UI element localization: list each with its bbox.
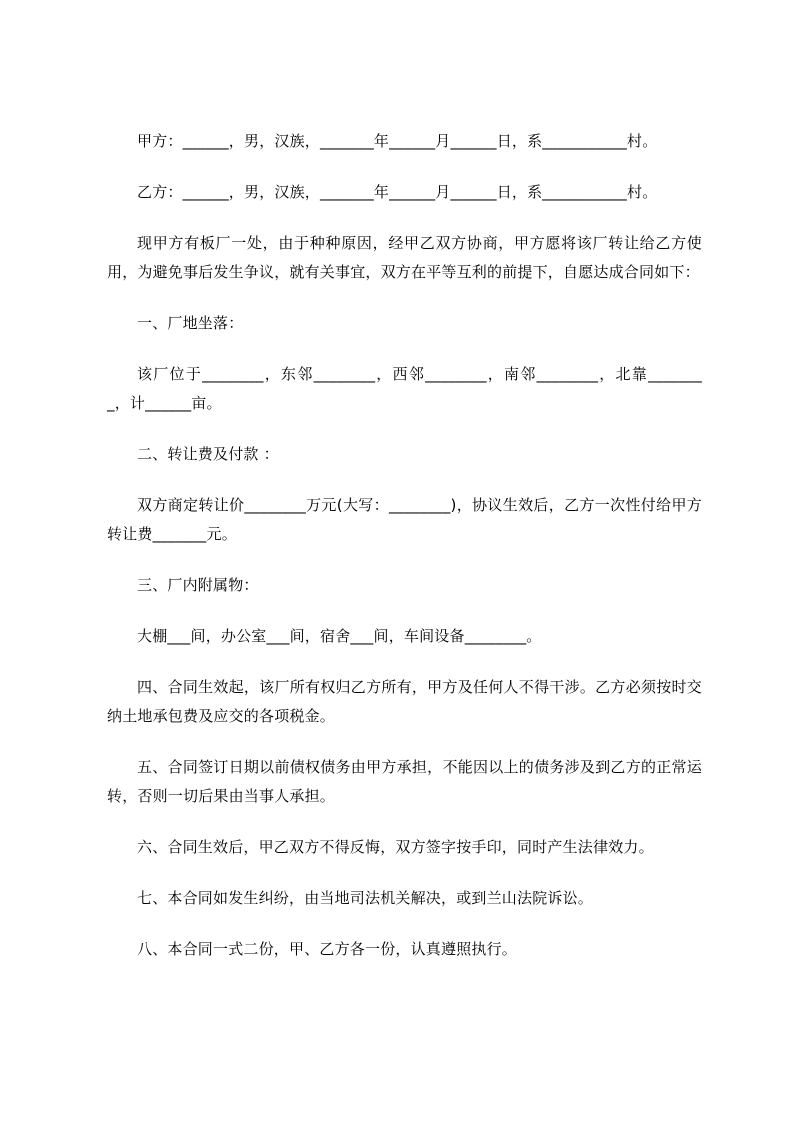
preamble-paragraph: 现甲方有板厂一处，由于种种原因，经甲乙双方协商，甲方愿将该厂转让给乙方使用，为避免事后发生争议，就有关事宜，双方在平等互利的前提下，自愿达成合同如下：	[107, 234, 702, 281]
section-1-heading: 一、厂地坐落：	[137, 314, 244, 332]
section-1-body: 该厂位于________，东邻________，西邻________，南邻________，北靠________，计______亩。	[107, 365, 702, 412]
section-8-paragraph: 八、本合同一式二份，甲、乙方各一份，认真遵照执行。	[137, 940, 518, 958]
section-3-body: 大棚___间，办公室___间，宿舍___间，车间设备________。	[137, 627, 542, 645]
section-2-body: 双方商定转让价________万元(大写：________)，协议生效后，乙方一次性付给甲方转让费_______元。	[107, 496, 702, 543]
section-7-paragraph: 七、本合同如发生纠纷，由当地司法机关解决，或到兰山法院诉讼。	[137, 889, 594, 907]
section-2-heading: 二、转让费及付款 ：	[137, 445, 279, 463]
section-3-heading: 三、厂内附属物：	[137, 576, 259, 594]
party-a-line: 甲方：______，男，汉族，_______年______月______日，系___________村。	[137, 132, 658, 150]
section-4-paragraph: 四、合同生效起，该厂所有权归乙方所有，甲方及任何人不得干涉。乙方必须按时交纳土地承包费及应交的各项税金。	[107, 678, 702, 725]
section-6-paragraph: 六、合同生效后，甲乙双方不得反悔，双方签字按手印，同时产生法律效力。	[137, 838, 654, 856]
contract-document	[107, 127, 702, 986]
section-5-paragraph: 五、合同签订日期以前债权债务由甲方承担，不能因以上的债务涉及到乙方的正常运转，否则一切后果由当事人承担。	[107, 758, 702, 805]
party-b-line: 乙方：______，男，汉族，_______年______月______日，系___________村。	[137, 183, 658, 201]
